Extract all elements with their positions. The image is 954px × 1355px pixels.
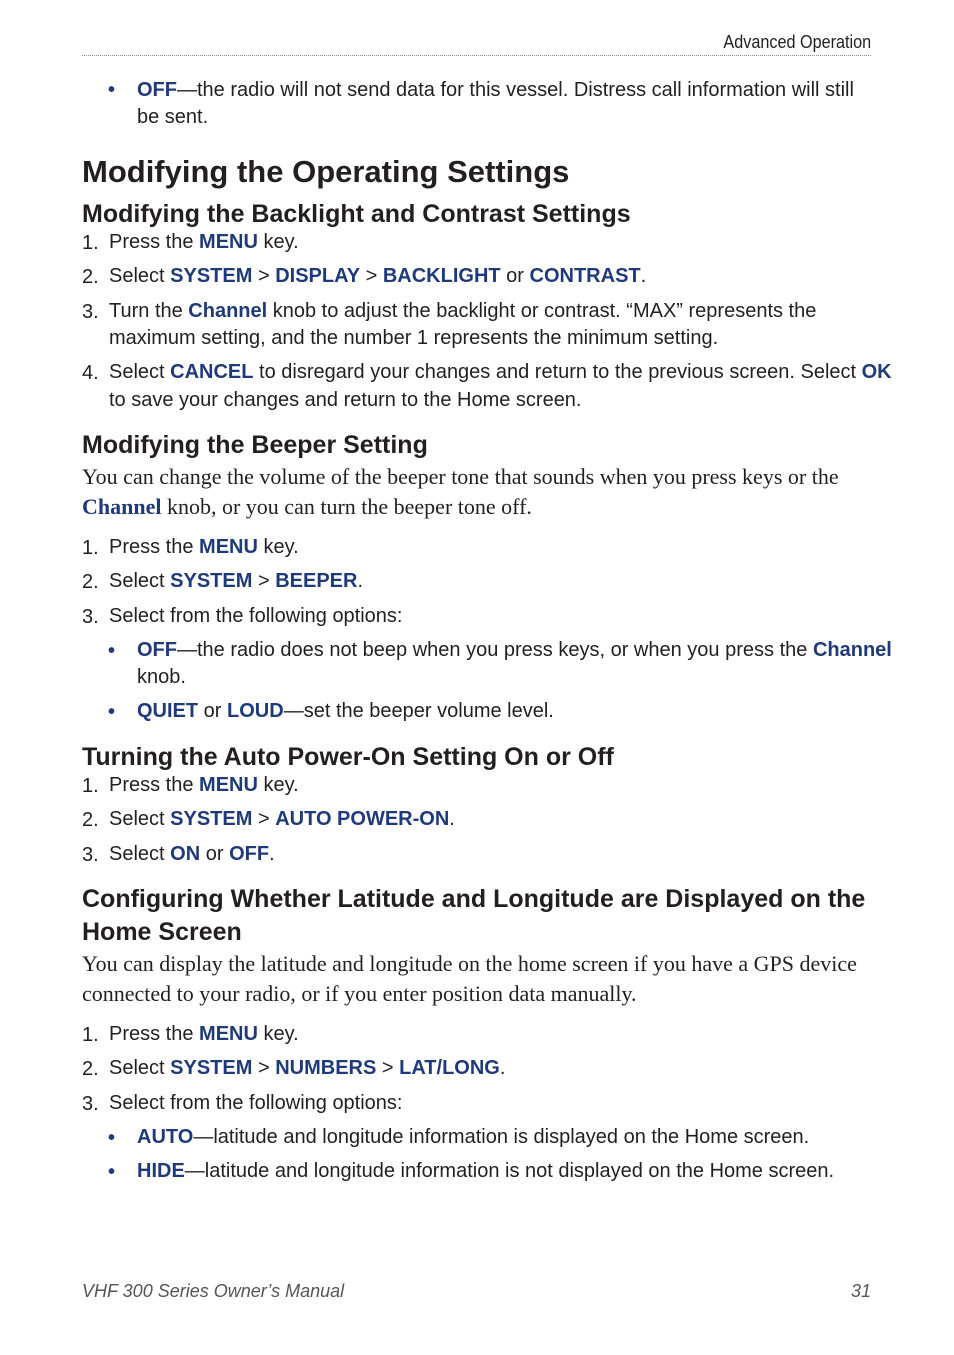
page-title: Modifying the Operating Settings bbox=[82, 154, 570, 189]
bullet-marker: • bbox=[108, 1161, 116, 1183]
footer-page-number: 31 bbox=[850, 1281, 871, 1301]
section-heading-backlight: Modifying the Backlight and Contrast Settings bbox=[82, 200, 631, 228]
step-beeper-1: Press the MENU key. bbox=[109, 536, 299, 558]
step-backlight-3-cont: maximum setting, and the number 1 represents the minimum setting. bbox=[109, 327, 719, 349]
step-beeper-3: Select from the following options: bbox=[109, 605, 403, 627]
step-number: 3. bbox=[82, 301, 99, 323]
step-latlong-3: Select from the following options: bbox=[109, 1092, 403, 1114]
section-heading-latlong: Configuring Whether Latitude and Longitude are Displayed on the bbox=[82, 885, 866, 913]
header-section: Advanced Operation bbox=[723, 32, 871, 52]
bullet-marker: • bbox=[108, 1127, 116, 1149]
step-number: 3. bbox=[82, 844, 99, 866]
step-backlight-3: Turn the Channel knob to adjust the backlight or contrast. “MAX” represents the bbox=[109, 300, 817, 322]
latlong-option-hide: HIDE—latitude and longitude information is not displayed on the Home screen. bbox=[137, 1160, 835, 1182]
running-header bbox=[82, 30, 871, 56]
step-number: 2. bbox=[82, 1058, 99, 1080]
step-beeper-2: Select SYSTEM > BEEPER. bbox=[109, 570, 364, 592]
step-autopower-3: Select ON or OFF. bbox=[109, 843, 275, 865]
step-number: 2. bbox=[82, 809, 99, 831]
step-latlong-1: Press the MENU key. bbox=[109, 1023, 299, 1045]
section-heading-beeper: Modifying the Beeper Setting bbox=[82, 431, 428, 459]
section-heading-latlong-cont: Home Screen bbox=[82, 918, 242, 946]
step-backlight-1: Press the MENU key. bbox=[109, 231, 299, 253]
beeper-option-quiet-loud: QUIET or LOUD—set the beeper volume level. bbox=[137, 700, 554, 722]
step-number: 2. bbox=[82, 266, 99, 288]
step-backlight-4-cont: to save your changes and return to the Home screen. bbox=[109, 389, 582, 411]
footer-manual-title: VHF 300 Series Owner’s Manual bbox=[82, 1281, 345, 1301]
latlong-option-auto: AUTO—latitude and longitude information is displayed on the Home screen. bbox=[137, 1126, 810, 1148]
step-backlight-4: Select CANCEL to disregard your changes and return to the previous screen. Select OK bbox=[109, 361, 892, 383]
step-number: 1. bbox=[82, 1024, 99, 1046]
latlong-paragraph-line2: connected to your radio, or if you enter position data manually. bbox=[82, 981, 637, 1006]
bullet-marker: • bbox=[108, 701, 116, 723]
beeper-paragraph-line1: You can change the volume of the beeper tone that sounds when you press keys or the bbox=[82, 464, 839, 489]
step-number: 1. bbox=[82, 775, 99, 797]
step-number: 1. bbox=[82, 232, 99, 254]
beeper-option-off: OFF—the radio does not beep when you press keys, or when you press the Channel bbox=[137, 639, 892, 661]
step-number: 3. bbox=[82, 1093, 99, 1115]
step-autopower-2: Select SYSTEM > AUTO POWER-ON. bbox=[109, 808, 455, 830]
beeper-option-off-cont: knob. bbox=[137, 666, 186, 688]
bullet-marker: • bbox=[108, 640, 116, 662]
intro-bullet: OFF—the radio will not send data for this vessel. Distress call information will still be sent. bbox=[137, 79, 854, 128]
step-number: 1. bbox=[82, 537, 99, 559]
step-autopower-1: Press the MENU key. bbox=[109, 774, 299, 796]
step-backlight-2: Select SYSTEM > DISPLAY > BACKLIGHT or CONTRAST. bbox=[109, 265, 647, 287]
step-latlong-2: Select SYSTEM > NUMBERS > LAT/LONG. bbox=[109, 1057, 506, 1079]
step-number: 4. bbox=[82, 362, 99, 384]
latlong-paragraph-line1: You can display the latitude and longitude on the home screen if you have a GPS device bbox=[82, 951, 857, 976]
bullet-marker: • bbox=[108, 79, 116, 101]
step-number: 3. bbox=[82, 606, 99, 628]
section-heading-autopower: Turning the Auto Power-On Setting On or Off bbox=[82, 743, 614, 771]
beeper-paragraph-line2: Channel knob, or you can turn the beeper tone off. bbox=[82, 494, 532, 519]
step-number: 2. bbox=[82, 571, 99, 593]
